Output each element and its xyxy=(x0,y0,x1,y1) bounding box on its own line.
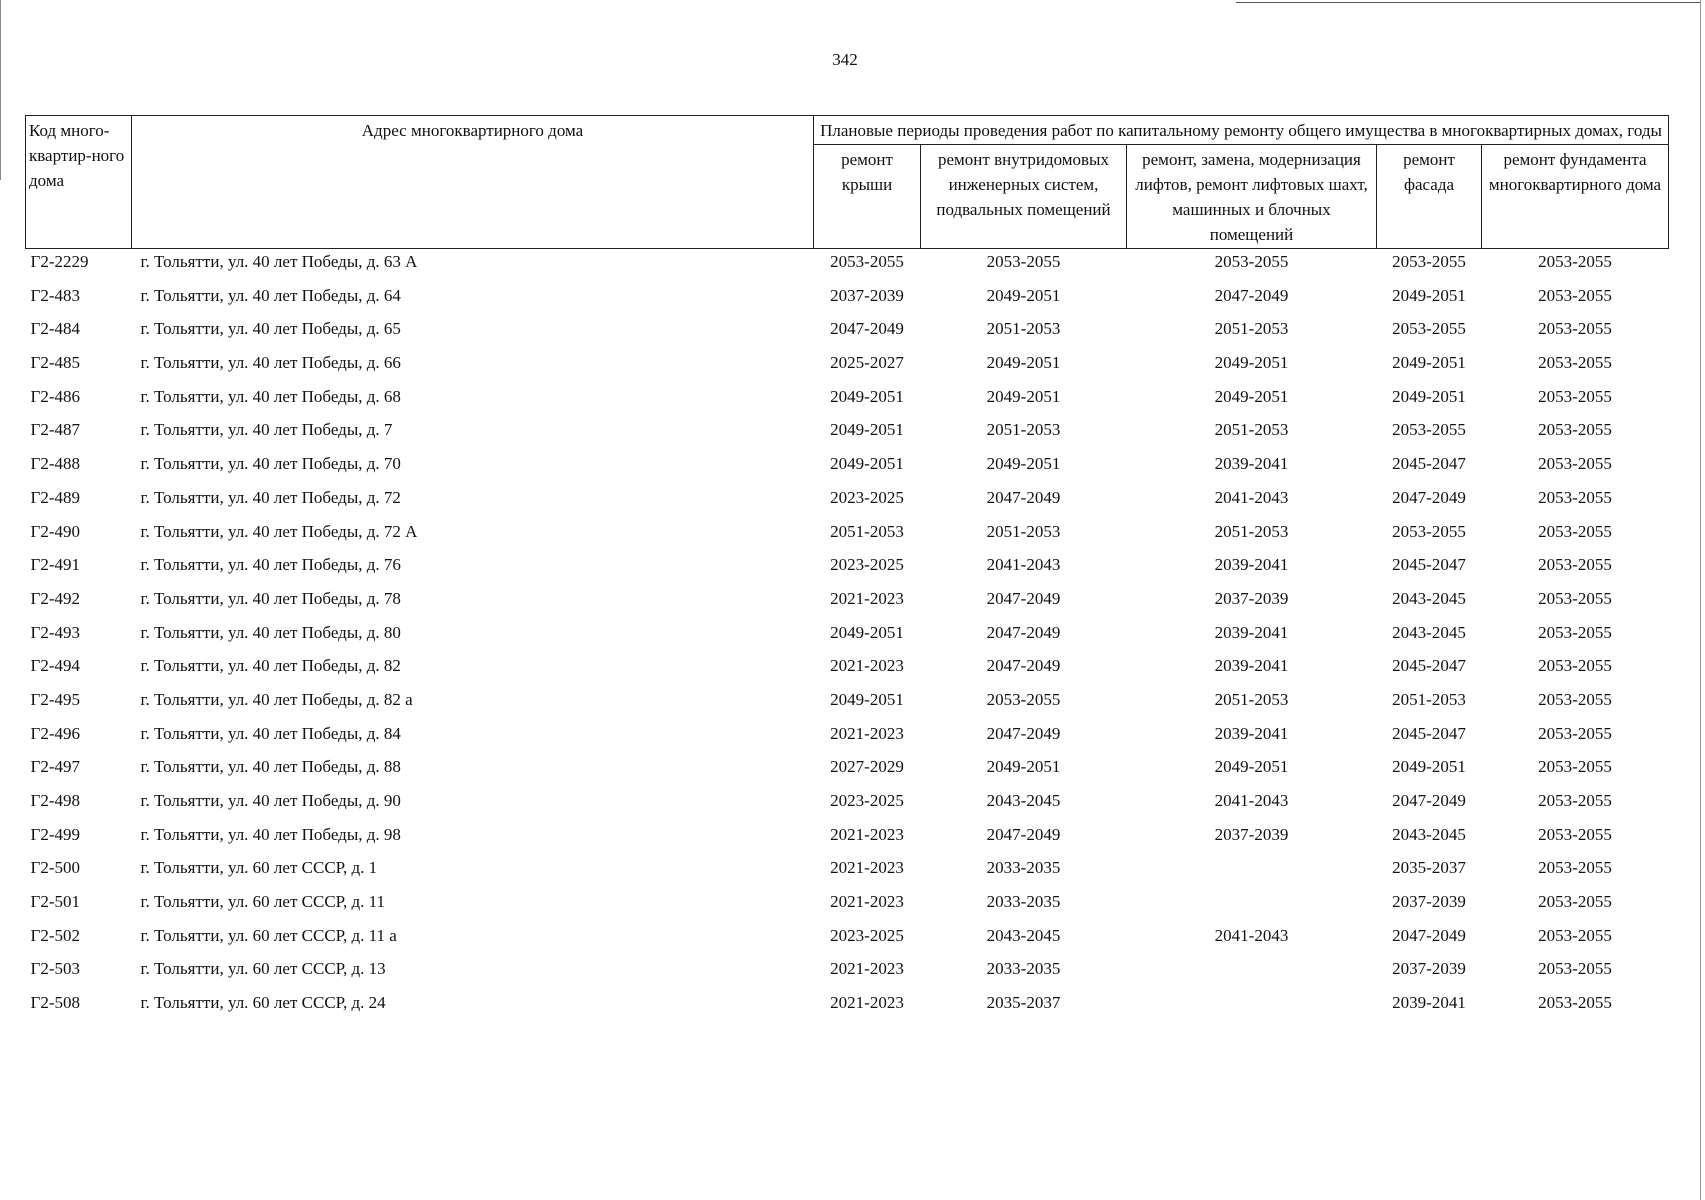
table-row xyxy=(26,319,1669,353)
engineering-period-cell: 2033-2035 xyxy=(986,892,1061,912)
engineering-period-cell: 2049-2051 xyxy=(986,386,1061,406)
facade-period-cell: 2049-2051 xyxy=(1392,757,1466,777)
facade-period-cell: 2039-2041 xyxy=(1392,993,1466,1013)
table-row xyxy=(26,690,1669,724)
roof-period-cell: 2051-2053 xyxy=(830,521,904,541)
code-cell: Г2-501 xyxy=(30,892,80,912)
facade-period-cell: 2047-2049 xyxy=(1392,487,1466,507)
engineering-period-cell: 2035-2037 xyxy=(986,993,1061,1013)
elevator-period-cell xyxy=(1127,993,1377,1027)
facade-period-cell: 2047-2049 xyxy=(1392,925,1466,945)
elevator-period-cell: 2039-2041 xyxy=(1214,555,1289,575)
code-cell: Г2-483 xyxy=(30,285,80,305)
elevator-period-cell: 2039-2041 xyxy=(1214,723,1289,743)
header-foundation: ремонт фундамента многоквартирного дома xyxy=(1482,145,1669,249)
address-cell: г. Тольятти, ул. 40 лет Победы, д. 70 xyxy=(140,454,401,474)
elevator-period-cell: 2051-2053 xyxy=(1214,521,1289,541)
elevator-period-cell: 2041-2043 xyxy=(1214,487,1289,507)
code-cell: Г2-491 xyxy=(30,555,80,575)
address-cell: г. Тольятти, ул. 40 лет Победы, д. 88 xyxy=(140,757,401,777)
elevator-period-cell xyxy=(1127,892,1377,926)
table-row xyxy=(26,249,1669,286)
foundation-period-cell: 2053-2055 xyxy=(1538,588,1612,608)
facade-period-cell: 2035-2037 xyxy=(1392,858,1466,878)
table-row xyxy=(26,791,1669,825)
address-cell: г. Тольятти, ул. 40 лет Победы, д. 76 xyxy=(140,555,401,575)
address-cell: г. Тольятти, ул. 60 лет СССР, д. 11 а xyxy=(140,925,397,945)
foundation-period-cell: 2053-2055 xyxy=(1538,723,1612,743)
table-row xyxy=(26,858,1669,892)
facade-period-cell: 2051-2053 xyxy=(1392,689,1466,709)
engineering-period-cell: 2049-2051 xyxy=(986,757,1061,777)
elevator-period-cell xyxy=(1127,959,1377,993)
roof-period-cell: 2037-2039 xyxy=(830,285,904,305)
address-cell: г. Тольятти, ул. 40 лет Победы, д. 98 xyxy=(140,824,401,844)
facade-period-cell: 2037-2039 xyxy=(1392,892,1466,912)
code-cell: Г2-500 xyxy=(30,858,80,878)
foundation-period-cell: 2053-2055 xyxy=(1538,791,1612,810)
address-cell: г. Тольятти, ул. 40 лет Победы, д. 80 xyxy=(140,622,401,642)
foundation-period-cell: 2053-2055 xyxy=(1538,252,1612,271)
table-row xyxy=(26,623,1669,657)
facade-period-cell: 2053-2055 xyxy=(1392,252,1466,271)
table-row xyxy=(26,488,1669,522)
foundation-period-cell: 2053-2055 xyxy=(1538,622,1612,642)
header-roof: ремонт крыши xyxy=(814,145,921,249)
address-cell: г. Тольятти, ул. 40 лет Победы, д. 82 а xyxy=(140,689,413,709)
code-cell: Г2-485 xyxy=(30,353,80,373)
code-cell: Г2-489 xyxy=(30,487,80,507)
address-cell: г. Тольятти, ул. 60 лет СССР, д. 24 xyxy=(140,993,386,1013)
elevator-period-cell: 2053-2055 xyxy=(1214,252,1289,271)
foundation-period-cell: 2053-2055 xyxy=(1538,959,1612,979)
elevator-period-cell: 2049-2051 xyxy=(1214,353,1289,373)
elevator-period-cell: 2037-2039 xyxy=(1214,588,1289,608)
elevator-period-cell: 2037-2039 xyxy=(1214,824,1289,844)
code-cell: Г2-499 xyxy=(30,824,80,844)
engineering-period-cell: 2049-2051 xyxy=(986,454,1061,474)
code-cell: Г2-503 xyxy=(30,959,80,979)
roof-period-cell: 2049-2051 xyxy=(830,386,904,406)
elevator-period-cell: 2039-2041 xyxy=(1214,656,1289,676)
facade-period-cell: 2045-2047 xyxy=(1392,656,1466,676)
table-row xyxy=(26,959,1669,993)
elevator-period-cell: 2051-2053 xyxy=(1214,319,1289,339)
table-row xyxy=(26,555,1669,589)
engineering-period-cell: 2047-2049 xyxy=(986,622,1061,642)
foundation-period-cell: 2053-2055 xyxy=(1538,521,1612,541)
roof-period-cell: 2049-2051 xyxy=(830,420,904,440)
table-row xyxy=(26,454,1669,488)
facade-period-cell: 2053-2055 xyxy=(1392,521,1466,541)
roof-period-cell: 2025-2027 xyxy=(830,353,904,373)
address-cell: г. Тольятти, ул. 40 лет Победы, д. 64 xyxy=(140,285,401,305)
facade-period-cell: 2045-2047 xyxy=(1392,454,1466,474)
table-row xyxy=(26,286,1669,320)
foundation-period-cell: 2053-2055 xyxy=(1538,319,1612,339)
table-row xyxy=(26,757,1669,791)
table-row xyxy=(26,387,1669,421)
roof-period-cell: 2047-2049 xyxy=(830,319,904,339)
roof-period-cell: 2023-2025 xyxy=(830,925,904,945)
scan-border-top xyxy=(1236,2,1701,3)
scan-border-left xyxy=(0,0,1,180)
roof-period-cell: 2021-2023 xyxy=(830,858,904,878)
address-cell: г. Тольятти, ул. 40 лет Победы, д. 68 xyxy=(140,386,401,406)
address-cell: г. Тольятти, ул. 40 лет Победы, д. 66 xyxy=(140,353,401,373)
table-row xyxy=(26,724,1669,758)
elevator-period-cell: 2041-2043 xyxy=(1214,925,1289,945)
address-cell: г. Тольятти, ул. 40 лет Победы, д. 65 xyxy=(140,319,401,339)
engineering-period-cell: 2047-2049 xyxy=(986,824,1061,844)
foundation-period-cell: 2053-2055 xyxy=(1538,420,1612,440)
facade-period-cell: 2049-2051 xyxy=(1392,353,1466,373)
roof-period-cell: 2021-2023 xyxy=(830,656,904,676)
header-periods-group: Плановые периоды проведения работ по капитальному ремонту общего имущества в многоквартирных домах, годы xyxy=(814,116,1669,145)
elevator-period-cell: 2051-2053 xyxy=(1214,689,1289,709)
engineering-period-cell: 2049-2051 xyxy=(986,353,1061,373)
elevator-period-cell: 2047-2049 xyxy=(1214,285,1289,305)
address-cell: г. Тольятти, ул. 40 лет Победы, д. 72 xyxy=(140,487,401,507)
address-cell: г. Тольятти, ул. 40 лет Победы, д. 72 А xyxy=(140,521,418,541)
facade-period-cell: 2043-2045 xyxy=(1392,824,1466,844)
engineering-period-cell: 2053-2055 xyxy=(986,252,1061,271)
facade-period-cell: 2045-2047 xyxy=(1392,723,1466,743)
code-cell: Г2-498 xyxy=(30,791,80,810)
foundation-period-cell: 2053-2055 xyxy=(1538,757,1612,777)
address-cell: г. Тольятти, ул. 60 лет СССР, д. 11 xyxy=(140,892,386,912)
code-cell: Г2-494 xyxy=(30,656,80,676)
engineering-period-cell: 2047-2049 xyxy=(986,723,1061,743)
table-row xyxy=(26,892,1669,926)
foundation-period-cell: 2053-2055 xyxy=(1538,993,1612,1013)
roof-period-cell: 2049-2051 xyxy=(830,622,904,642)
engineering-period-cell: 2053-2055 xyxy=(986,689,1061,709)
code-cell: Г2-492 xyxy=(30,588,80,608)
code-cell: Г2-488 xyxy=(30,454,80,474)
code-cell: Г2-487 xyxy=(30,420,80,440)
foundation-period-cell: 2053-2055 xyxy=(1538,454,1612,474)
foundation-period-cell: 2053-2055 xyxy=(1538,487,1612,507)
table-row xyxy=(26,589,1669,623)
code-cell: Г2-508 xyxy=(30,993,80,1013)
foundation-period-cell: 2053-2055 xyxy=(1538,925,1612,945)
elevator-period-cell: 2039-2041 xyxy=(1214,622,1289,642)
address-cell: г. Тольятти, ул. 40 лет Победы, д. 82 xyxy=(140,656,401,676)
address-cell: г. Тольятти, ул. 40 лет Победы, д. 84 xyxy=(140,723,401,743)
code-cell: Г2-496 xyxy=(30,723,80,743)
address-cell: г. Тольятти, ул. 40 лет Победы, д. 78 xyxy=(140,588,401,608)
scan-border-right xyxy=(1700,0,1701,1200)
facade-period-cell: 2043-2045 xyxy=(1392,588,1466,608)
roof-period-cell: 2023-2025 xyxy=(830,487,904,507)
table-row xyxy=(26,993,1669,1027)
address-cell: г. Тольятти, ул. 40 лет Победы, д. 7 xyxy=(140,420,393,440)
code-cell: Г2-484 xyxy=(30,319,80,339)
address-cell: г. Тольятти, ул. 60 лет СССР, д. 1 xyxy=(140,858,378,878)
elevator-period-cell: 2039-2041 xyxy=(1214,454,1289,474)
code-cell: Г2-486 xyxy=(30,386,80,406)
engineering-period-cell: 2051-2053 xyxy=(986,420,1061,440)
elevator-period-cell: 2041-2043 xyxy=(1214,791,1289,810)
engineering-period-cell: 2047-2049 xyxy=(986,588,1061,608)
foundation-period-cell: 2053-2055 xyxy=(1538,689,1612,709)
roof-period-cell: 2021-2023 xyxy=(830,993,904,1013)
engineering-period-cell: 2049-2051 xyxy=(986,285,1061,305)
foundation-period-cell: 2053-2055 xyxy=(1538,892,1612,912)
header-elevators: ремонт, замена, модернизация лифтов, ремонт лифтовых шахт, машинных и блочных помещений xyxy=(1127,145,1377,249)
roof-period-cell: 2023-2025 xyxy=(830,791,904,810)
roof-period-cell: 2021-2023 xyxy=(830,723,904,743)
facade-period-cell: 2053-2055 xyxy=(1392,420,1466,440)
code-cell: Г2-497 xyxy=(30,757,80,777)
facade-period-cell: 2047-2049 xyxy=(1392,791,1466,810)
roof-period-cell: 2021-2023 xyxy=(830,824,904,844)
table-row xyxy=(26,420,1669,454)
engineering-period-cell: 2051-2053 xyxy=(986,521,1061,541)
roof-period-cell: 2021-2023 xyxy=(830,892,904,912)
header-engineering: ремонт внутридомовых инженерных систем, подвальных помещений xyxy=(921,145,1127,249)
code-cell: Г2-495 xyxy=(30,689,80,709)
code-cell: Г2-2229 xyxy=(30,252,89,271)
roof-period-cell: 2021-2023 xyxy=(830,588,904,608)
roof-period-cell: 2023-2025 xyxy=(830,555,904,575)
engineering-period-cell: 2051-2053 xyxy=(986,319,1061,339)
foundation-period-cell: 2053-2055 xyxy=(1538,353,1612,373)
address-cell: г. Тольятти, ул. 40 лет Победы, д. 90 xyxy=(140,791,401,810)
foundation-period-cell: 2053-2055 xyxy=(1538,555,1612,575)
elevator-period-cell: 2051-2053 xyxy=(1214,420,1289,440)
header-code: Код много-квартир-ного дома xyxy=(26,116,132,249)
foundation-period-cell: 2053-2055 xyxy=(1538,285,1612,305)
elevator-period-cell: 2049-2051 xyxy=(1214,757,1289,777)
foundation-period-cell: 2053-2055 xyxy=(1538,824,1612,844)
address-cell: г. Тольятти, ул. 40 лет Победы, д. 63 А xyxy=(140,252,418,271)
facade-period-cell: 2053-2055 xyxy=(1392,319,1466,339)
engineering-period-cell: 2033-2035 xyxy=(986,858,1061,878)
engineering-period-cell: 2043-2045 xyxy=(986,791,1061,810)
foundation-period-cell: 2053-2055 xyxy=(1538,858,1612,878)
facade-period-cell: 2049-2051 xyxy=(1392,285,1466,305)
facade-period-cell: 2043-2045 xyxy=(1392,622,1466,642)
table-row xyxy=(26,656,1669,690)
code-cell: Г2-502 xyxy=(30,925,80,945)
roof-period-cell: 2021-2023 xyxy=(830,959,904,979)
engineering-period-cell: 2047-2049 xyxy=(986,656,1061,676)
capital-repair-schedule-table xyxy=(25,115,1669,1027)
facade-period-cell: 2049-2051 xyxy=(1392,386,1466,406)
elevator-period-cell xyxy=(1127,858,1377,892)
roof-period-cell: 2053-2055 xyxy=(830,252,904,271)
code-cell: Г2-493 xyxy=(30,622,80,642)
page-number: 342 xyxy=(832,50,858,69)
roof-period-cell: 2049-2051 xyxy=(830,689,904,709)
engineering-period-cell: 2047-2049 xyxy=(986,487,1061,507)
table-header xyxy=(26,116,1669,249)
engineering-period-cell: 2043-2045 xyxy=(986,925,1061,945)
header-facade: ремонт фасада xyxy=(1377,145,1482,249)
engineering-period-cell: 2033-2035 xyxy=(986,959,1061,979)
roof-period-cell: 2027-2029 xyxy=(830,757,904,777)
table-body xyxy=(26,249,1669,1027)
facade-period-cell: 2045-2047 xyxy=(1392,555,1466,575)
table-row xyxy=(26,825,1669,859)
header-address: Адрес многоквартирного дома xyxy=(132,116,814,249)
table-row xyxy=(26,353,1669,387)
foundation-period-cell: 2053-2055 xyxy=(1538,656,1612,676)
roof-period-cell: 2049-2051 xyxy=(830,454,904,474)
elevator-period-cell: 2049-2051 xyxy=(1214,386,1289,406)
foundation-period-cell: 2053-2055 xyxy=(1538,386,1612,406)
facade-period-cell: 2037-2039 xyxy=(1392,959,1466,979)
engineering-period-cell: 2041-2043 xyxy=(986,555,1061,575)
address-cell: г. Тольятти, ул. 60 лет СССР, д. 13 xyxy=(140,959,386,979)
table-row xyxy=(26,522,1669,556)
code-cell: Г2-490 xyxy=(30,521,80,541)
table-row xyxy=(26,926,1669,960)
